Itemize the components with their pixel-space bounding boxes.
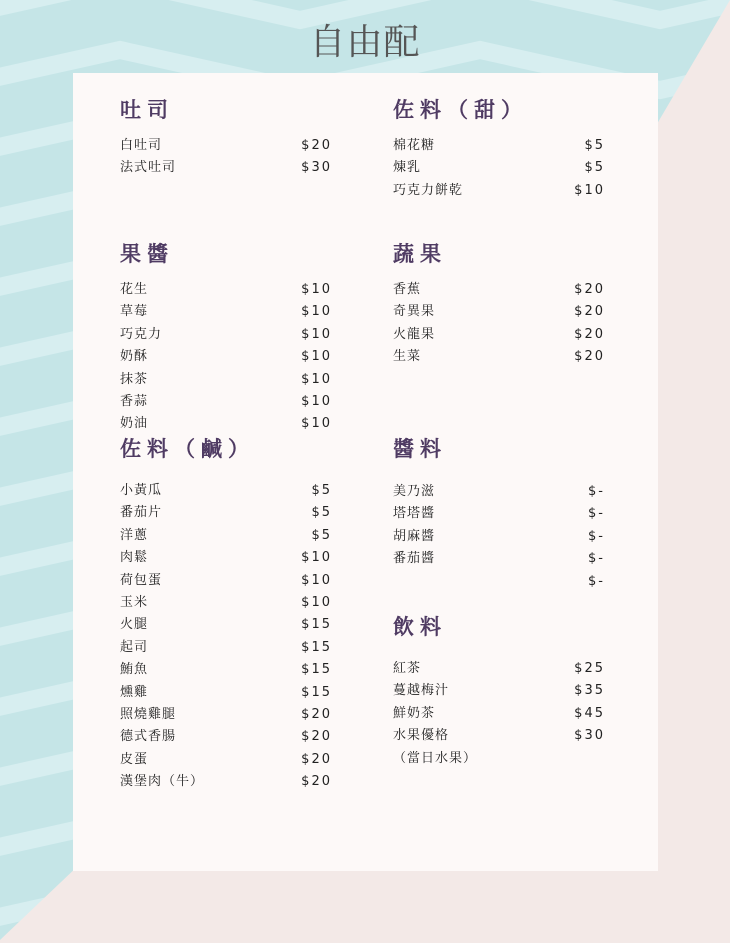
item-price: $- (588, 528, 605, 544)
section-savory (120, 435, 332, 790)
menu-item-row (120, 525, 332, 547)
menu-item-row (120, 502, 332, 524)
item-price: $30 (574, 728, 605, 744)
item-name: 番茄片 (120, 505, 163, 521)
section-fruit (393, 240, 605, 365)
section-sweet (393, 96, 605, 198)
item-name: 洋蔥 (120, 527, 149, 543)
item-price: $20 (301, 706, 332, 722)
menu-item-row (120, 682, 332, 704)
item-price: $10 (301, 594, 332, 610)
item-name: 火龍果 (393, 326, 436, 342)
item-price: $10 (301, 416, 332, 432)
menu-item-row (393, 481, 605, 503)
menu-item-row (120, 391, 332, 413)
section-heading: 佐料（鹹） (120, 437, 255, 461)
menu-item-row (120, 279, 332, 301)
item-list (393, 279, 605, 369)
item-name: 火腿 (120, 617, 149, 633)
menu-item-row (393, 703, 605, 725)
menu-item-row (393, 180, 605, 202)
item-name: 荷包蛋 (120, 572, 163, 588)
menu-item-row (393, 680, 605, 702)
item-name: 德式香腸 (120, 729, 177, 745)
item-price: $- (588, 551, 605, 567)
item-name: 紅茶 (393, 661, 422, 676)
section-heading: 吐司 (120, 98, 174, 122)
item-name: 漢堡肉（牛） (120, 774, 205, 790)
menu-item-row (120, 157, 332, 179)
item-name: 煉乳 (393, 160, 422, 176)
item-price: $5 (311, 483, 332, 498)
section-toast (120, 96, 332, 176)
item-name: 巧克力餅乾 (393, 182, 464, 198)
menu-card (73, 73, 658, 871)
section-heading: 醬料 (393, 437, 447, 461)
menu-item-row (120, 324, 332, 346)
menu-item-row (120, 614, 332, 636)
menu-item-row (120, 346, 332, 368)
item-price: $10 (301, 282, 332, 297)
item-name: 皮蛋 (120, 751, 149, 767)
item-price: $- (588, 506, 605, 522)
item-list (120, 279, 332, 436)
section-sauce (393, 435, 605, 589)
item-name: 番茄醬 (393, 551, 436, 567)
item-name: 草莓 (120, 304, 149, 320)
item-price: $15 (301, 639, 332, 655)
item-name: 美乃滋 (393, 484, 436, 499)
item-name: 巧克力 (120, 326, 163, 342)
item-price: $20 (574, 282, 605, 297)
item-price: $20 (301, 729, 332, 745)
menu-item-row (393, 571, 605, 593)
item-price: $15 (301, 662, 332, 678)
item-price: $20 (301, 774, 332, 790)
item-price: $10 (301, 326, 332, 342)
menu-item-row (393, 279, 605, 301)
drink-note: （當日水果） (393, 751, 478, 766)
item-price: $10 (301, 572, 332, 588)
menu-item-row (120, 480, 332, 502)
item-price: $20 (301, 138, 332, 153)
item-price: $5 (584, 160, 605, 176)
menu-item-row (120, 749, 332, 771)
item-name: 小黃瓜 (120, 483, 163, 498)
item-name: 法式吐司 (120, 160, 177, 176)
menu-item-row (393, 157, 605, 179)
menu-item-row (120, 135, 332, 157)
item-name: 白吐司 (120, 138, 163, 153)
menu-item-row (120, 547, 332, 569)
item-price: $20 (574, 349, 605, 365)
page-title: 自由配 (309, 22, 421, 63)
item-name: 蔓越梅汁 (393, 683, 450, 699)
item-price: $10 (301, 393, 332, 409)
item-name: 肉鬆 (120, 550, 149, 566)
item-price: $5 (584, 138, 605, 153)
item-price: $15 (301, 617, 332, 633)
menu-item-row (393, 658, 605, 680)
item-name: 奶酥 (120, 349, 149, 365)
item-price: $5 (311, 505, 332, 521)
item-price: $20 (301, 751, 332, 767)
item-price: $10 (301, 304, 332, 320)
item-price: $20 (574, 326, 605, 342)
item-name: 花生 (120, 282, 149, 297)
item-name: 起司 (120, 639, 149, 655)
menu-item-row (120, 704, 332, 726)
item-price: $10 (301, 550, 332, 566)
item-price: $25 (574, 661, 605, 676)
item-list (120, 135, 332, 180)
menu-item-row (393, 346, 605, 368)
item-name: 塔塔醬 (393, 506, 436, 522)
item-list (393, 481, 605, 593)
item-price: $10 (301, 349, 332, 365)
item-name: 抹茶 (120, 371, 149, 387)
section-drinks (393, 613, 605, 766)
item-name: 鮮奶茶 (393, 705, 436, 721)
menu-item-row (120, 413, 332, 435)
menu-item-row (120, 570, 332, 592)
menu-item-row (120, 726, 332, 748)
menu-item-row (120, 369, 332, 391)
item-price: $5 (311, 527, 332, 543)
item-price: $45 (574, 705, 605, 721)
item-list (393, 135, 605, 202)
menu-item-row (393, 135, 605, 157)
menu-item-row (120, 301, 332, 323)
section-heading: 飲料 (393, 615, 447, 639)
section-heading: 果醬 (120, 242, 174, 266)
item-name: 香蒜 (120, 393, 149, 409)
menu-item-row (393, 503, 605, 525)
menu-item-row (393, 324, 605, 346)
menu-item-row (393, 301, 605, 323)
item-name: 燻雞 (120, 684, 149, 700)
menu-item-row (393, 526, 605, 548)
item-name: 棉花糖 (393, 138, 436, 153)
item-list (393, 658, 605, 748)
item-name: 香蕉 (393, 282, 422, 297)
item-name: 鮪魚 (120, 662, 149, 678)
item-name: 奶油 (120, 416, 149, 432)
item-price: $30 (301, 160, 332, 176)
item-price: $35 (574, 683, 605, 699)
menu-item-row (120, 592, 332, 614)
item-name: 玉米 (120, 594, 149, 610)
menu-item-row (393, 725, 605, 747)
menu-item-row (120, 771, 332, 793)
item-name: 水果優格 (393, 728, 450, 744)
item-price: $10 (574, 182, 605, 198)
item-price: $15 (301, 684, 332, 700)
section-heading: 蔬果 (393, 242, 447, 266)
menu-item-row (120, 637, 332, 659)
item-name: 奇異果 (393, 304, 436, 320)
item-name: 照燒雞腿 (120, 706, 177, 722)
item-price: $20 (574, 304, 605, 320)
item-name: 胡麻醬 (393, 528, 436, 544)
item-price: $- (588, 484, 605, 499)
item-list (120, 480, 332, 793)
section-heading: 佐料（甜） (393, 98, 528, 122)
menu-item-row (120, 659, 332, 681)
item-price: $- (588, 573, 605, 589)
menu-item-row (393, 548, 605, 570)
item-price: $10 (301, 371, 332, 387)
item-name: 生菜 (393, 349, 422, 365)
section-jam (120, 240, 332, 432)
